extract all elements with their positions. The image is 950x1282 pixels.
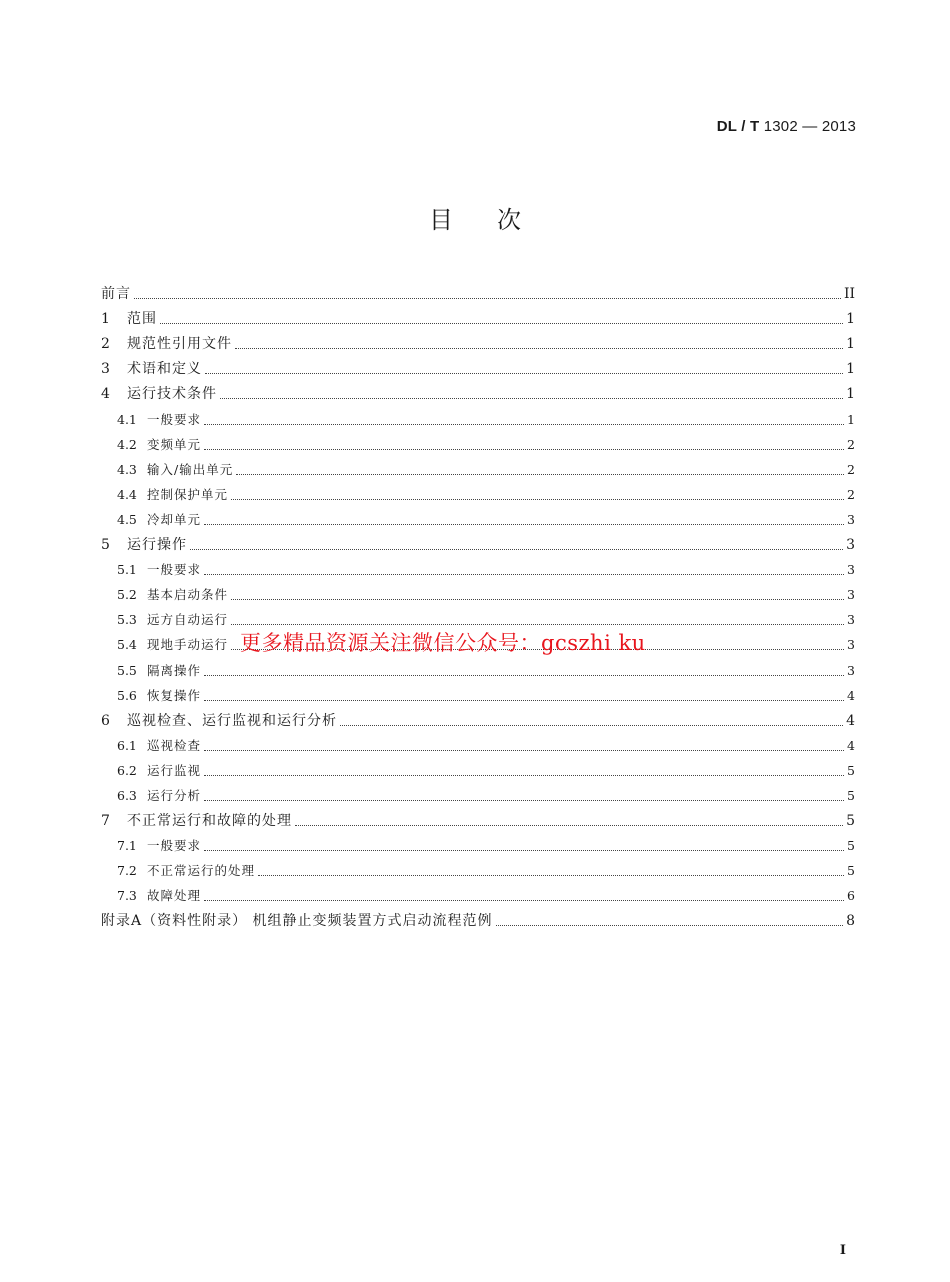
- toc-entry[interactable]: [101, 529, 855, 554]
- toc-entry[interactable]: [101, 454, 855, 479]
- toc-entry[interactable]: [101, 479, 855, 504]
- toc-entry-number: 4.1: [117, 411, 137, 427]
- toc-entry-number: 6.2: [117, 762, 137, 778]
- toc-entry-title: 巡视检查、运行监视和运行分析: [127, 712, 337, 729]
- toc-dot-leader: [204, 674, 844, 676]
- toc-entry-title: 不正常运行和故障的处理: [127, 813, 292, 830]
- toc-dot-leader: [496, 924, 844, 926]
- toc-entry[interactable]: [101, 504, 855, 529]
- toc-entry-number: 5.6: [117, 687, 137, 703]
- toc-entry[interactable]: [101, 905, 855, 930]
- toc-entry-number: 5.2: [117, 587, 137, 603]
- toc-entry-page: 4: [847, 687, 855, 703]
- toc-entry[interactable]: [101, 855, 855, 880]
- toc-entry-number: 5.3: [117, 612, 137, 628]
- toc-entry-page: 1: [846, 361, 855, 378]
- toc-dot-leader: [205, 372, 843, 374]
- toc-entry-number: 6.3: [117, 787, 137, 803]
- toc-entry[interactable]: [101, 780, 855, 805]
- toc-entry-page: 5: [847, 762, 855, 778]
- toc-entry-page: 2: [847, 461, 855, 477]
- toc-entry-title: 基本启动条件: [147, 587, 229, 603]
- toc-entry-number: 7: [101, 813, 110, 830]
- toc-entry-page: 1: [846, 311, 855, 328]
- toc-dot-leader: [236, 473, 844, 475]
- toc-dot-leader: [231, 623, 844, 625]
- toc-dot-leader: [204, 849, 844, 851]
- toc-entry-title: 运行监视: [147, 762, 202, 778]
- toc-entry-page: 2: [847, 436, 855, 452]
- toc-dot-leader: [258, 874, 844, 876]
- toc-dot-leader: [204, 448, 844, 450]
- standard-prefix: DL / T: [716, 118, 764, 135]
- toc-entry-page: 3: [847, 587, 855, 603]
- page-number: I: [839, 1243, 846, 1258]
- toc-entry[interactable]: [101, 278, 855, 303]
- toc-entry-number: 4.4: [117, 486, 137, 502]
- toc-entry[interactable]: [101, 755, 855, 780]
- toc-dot-leader: [204, 699, 844, 701]
- toc-entry[interactable]: [101, 303, 855, 328]
- toc-entry-page: 6: [847, 888, 855, 904]
- toc-entry-page: 1: [846, 336, 855, 353]
- toc-entry-page: 5: [846, 813, 855, 830]
- toc-entry[interactable]: [101, 705, 855, 730]
- toc-dot-leader: [295, 824, 843, 826]
- toc-entry-number: 7.3: [117, 888, 137, 904]
- toc-dot-leader: [160, 322, 843, 324]
- toc-entry-title: 前言: [101, 286, 131, 303]
- toc-entry-number: 5.4: [117, 637, 137, 653]
- toc-entry-title: 恢复操作: [147, 687, 202, 703]
- toc-entry-page: 1: [847, 411, 855, 427]
- toc-entry[interactable]: [101, 654, 855, 679]
- toc-entry[interactable]: [101, 429, 855, 454]
- toc-entry-number: 4.3: [117, 461, 137, 477]
- toc-entry-number: 4.2: [117, 436, 137, 452]
- toc-dot-leader: [231, 498, 844, 500]
- toc-entry-page: 3: [847, 612, 855, 628]
- toc-dot-leader: [231, 598, 844, 600]
- standard-code: [717, 118, 856, 135]
- toc-entry-page: 3: [847, 511, 855, 527]
- toc-entry-title: 变频单元: [147, 436, 202, 452]
- toc-entry[interactable]: [101, 680, 855, 705]
- toc-entry-title: 一般要求: [147, 411, 202, 427]
- table-of-contents: [101, 278, 855, 930]
- toc-entry-title: 故障处理: [147, 888, 202, 904]
- toc-entry-page: 3: [847, 637, 855, 653]
- toc-entry[interactable]: [101, 328, 855, 353]
- toc-entry-title: 附录A（资料性附录） 机组静止变频装置方式启动流程范例: [101, 913, 493, 930]
- toc-dot-leader: [204, 423, 844, 425]
- toc-entry-number: 5.5: [117, 662, 137, 678]
- toc-entry[interactable]: [101, 604, 855, 629]
- toc-dot-leader: [340, 724, 843, 726]
- toc-entry-title: 输入/输出单元: [147, 461, 234, 477]
- toc-entry-page: II: [843, 286, 855, 303]
- toc-dot-leader: [204, 749, 844, 751]
- toc-entry-number: 6: [101, 712, 110, 729]
- toc-entry-title: 现地手动运行: [147, 637, 229, 653]
- toc-dot-leader: [134, 297, 841, 299]
- toc-entry-title: 范围: [127, 311, 157, 328]
- toc-entry-number: 3: [101, 361, 110, 378]
- toc-entry-page: 8: [846, 913, 855, 930]
- watermark-text: 更多精品资源关注微信公众号：gcszhi ku: [240, 631, 646, 655]
- toc-entry-page: 2: [847, 486, 855, 502]
- toc-entry-title: 巡视检查: [147, 737, 202, 753]
- toc-entry-title: 一般要求: [147, 562, 202, 578]
- toc-entry-title: 不正常运行的处理: [147, 863, 256, 879]
- toc-dot-leader: [204, 523, 844, 525]
- toc-entry-title: 术语和定义: [127, 361, 202, 378]
- toc-dot-leader: [220, 397, 843, 399]
- toc-entry-title: 冷却单元: [147, 511, 202, 527]
- toc-title: 目次: [429, 206, 565, 234]
- toc-entry-page: 4: [846, 712, 855, 729]
- toc-entry[interactable]: [101, 378, 855, 403]
- toc-entry-title: 运行分析: [147, 787, 202, 803]
- toc-entry[interactable]: [101, 730, 855, 755]
- toc-dot-leader: [204, 799, 844, 801]
- toc-entry-page: 4: [847, 737, 855, 753]
- toc-dot-leader: [204, 899, 844, 901]
- toc-dot-leader: [235, 347, 843, 349]
- toc-entry-page: 5: [847, 787, 855, 803]
- toc-entry-title: 运行技术条件: [127, 386, 217, 403]
- toc-entry[interactable]: [101, 353, 855, 378]
- toc-entry-page: 5: [847, 863, 855, 879]
- toc-entry-title: 一般要求: [147, 838, 202, 854]
- toc-entry-title: 规范性引用文件: [127, 336, 232, 353]
- toc-entry-number: 7.2: [117, 863, 137, 879]
- toc-entry-number: 5.1: [117, 562, 137, 578]
- toc-entry[interactable]: [101, 403, 855, 428]
- toc-entry-title: 远方自动运行: [147, 612, 229, 628]
- toc-entry-number: 2: [101, 336, 110, 353]
- toc-entry-page: 3: [846, 537, 855, 554]
- toc-entry-number: 4: [101, 386, 110, 403]
- toc-entry[interactable]: [101, 805, 855, 830]
- toc-entry-page: 1: [846, 386, 855, 403]
- toc-entry-page: 3: [847, 562, 855, 578]
- toc-entry[interactable]: [101, 579, 855, 604]
- toc-entry-number: 4.5: [117, 511, 137, 527]
- toc-entry-page: 3: [847, 662, 855, 678]
- toc-entry-number: 6.1: [117, 737, 137, 753]
- toc-entry-number: 7.1: [117, 838, 137, 854]
- toc-entry[interactable]: [101, 880, 855, 905]
- toc-entry[interactable]: [101, 554, 855, 579]
- toc-entry[interactable]: [101, 830, 855, 855]
- toc-entry-title: 运行操作: [127, 537, 187, 554]
- toc-entry-title: 隔离操作: [147, 662, 202, 678]
- toc-entry-number: 1: [101, 311, 110, 328]
- toc-entry-number: 5: [101, 537, 110, 554]
- toc-dot-leader: [204, 774, 844, 776]
- toc-entry-page: 5: [847, 838, 855, 854]
- toc-dot-leader: [190, 548, 843, 550]
- toc-dot-leader: [204, 573, 844, 575]
- standard-number: 1302 — 2013: [763, 118, 856, 135]
- toc-entry-title: 控制保护单元: [147, 486, 229, 502]
